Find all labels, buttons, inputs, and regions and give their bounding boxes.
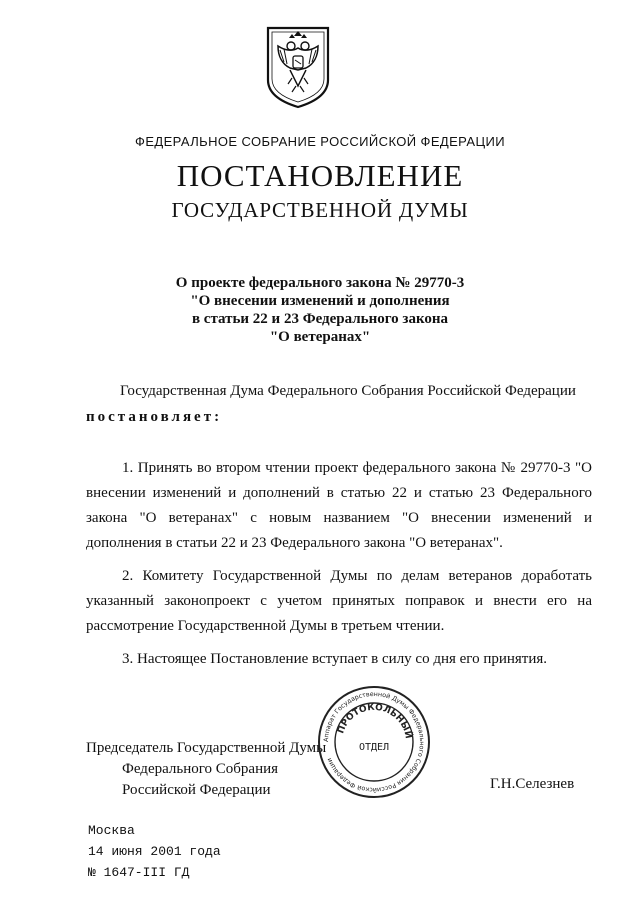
resolution-item: 1. Принять во втором чтении проект федерального закона № 29770-3 "О внесении изменений и дополнений в статью 22 и статью 23 Федерального закона "О ветеранах" с новым названием "О внесении изменений и дополнения в статьи 22 и 23 Федерального закона "О ветеранах". [86,460,592,551]
document-issuer-title: ГОСУДАРСТВЕННОЙ ДУМЫ [171,198,469,222]
document-type-title: ПОСТАНОВЛЕНИЕ [176,158,464,193]
signatory-name: Г.Н.Селезнев [490,776,575,792]
stamp-center-text: ОТДЕЛ [358,742,390,753]
resolution-item: 3. Настоящее Постановление вступает в силу со дня его принятия. [122,651,548,667]
footer-number: № 1647-III ГД [88,865,190,880]
intro-line: Государственная Дума Федерального Собрания Российской Федерации [120,383,576,399]
subject-line: "О внесении изменений и дополнения [190,293,450,309]
footer-date: 14 июня 2001 года [88,844,221,859]
signatory-title-line: Российской Федерации [122,782,271,798]
resolution-item: 2. Комитету Государственной Думы по делам ветеранов доработать указанный законопроект с учетом принятых поправок и внести его на рассмотрение Государственной Думы в третьем чтении. [86,568,592,634]
official-stamp [316,684,432,800]
intro-block [86,378,606,430]
signatory-title-line: Председатель Государственной Думы [86,740,327,756]
assembly-heading: ФЕДЕРАЛЬНОЕ СОБРАНИЕ РОССИЙСКОЙ ФЕДЕРАЦИИ [135,134,505,149]
stamp-ring-text: Аппарат Государственной Думы Федерального Собрания Российской Федерации [322,690,426,794]
resolves-word: постановляет: [86,409,223,425]
subject-line: "О ветеранах" [269,329,371,345]
stamp-inner-text: ПРОТОКОЛЬНЫЙ [336,702,413,740]
coat-of-arms-icon [262,24,334,110]
resolution-items [86,456,592,680]
subject-block [140,274,500,346]
subject-line: в статьи 22 и 23 Федерального закона [191,311,449,327]
subject-line: О проекте федерального закона № 29770-3 [175,275,465,291]
footer-city: Москва [88,823,135,838]
footer-block [88,820,221,883]
signatory-title-line: Федерального Собрания [122,761,279,777]
